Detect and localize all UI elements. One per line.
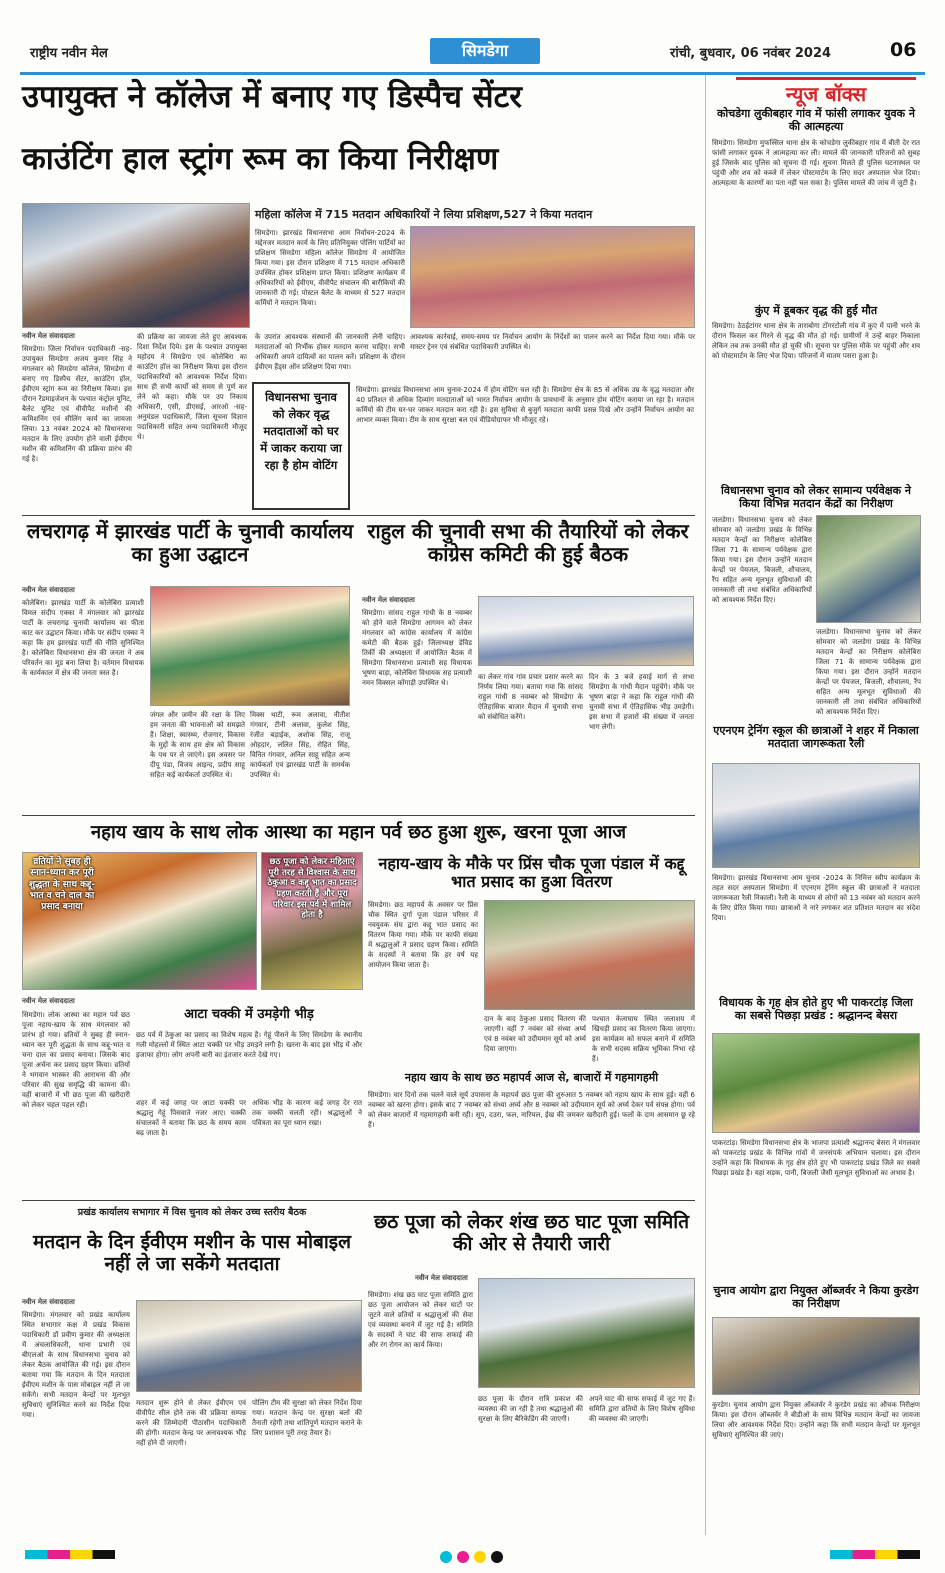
news-item3-text: जलडेगा। विधानसभा चुनाव को लेकर सोमवार को जलडेगा प्रखंड के विभिन्न मतदान केन्द्रों का निरीक्षण कोलेबिरा जिला 71 के सामान्य पर्यवेक्षक द्वारा किया गया। इस दौरान उन्होंने मतदान केन्द्रों पर पेयजल, बिजली, शौचालय, रैंप सहित अन्य मूलभूत सुविधाओं की जानकारी ली तथा संबंधित अधिकारियों को आवश्यक निर्देश दिए। — [712, 516, 812, 604]
news-item4-text: सिमडेगा। झारखंड विधानसभा आम चुनाव -2024 के निमित्त स्वीप कार्यक्रम के तहत सदर अस्पताल सिमडेगा में एएनएम ट्रेनिंग स्कूल की छात्राओं ने मतदाता जागरूकता रैली निकाली। रैली के माध्यम से लोगों को 13 नवंबर को मतदान करने के लिए प्रेरित किया गया। छात्राओं ने नारे लगाकर शत प्रतिशत मतदान का संदेश दिया। — [712, 874, 920, 922]
article3-text-col3: दिन के 3 बजे हवाई मार्ग से सभा सिमडेगा के गांधी मैदान पहुंचेंगे। मौके पर भूषण बाड़ा ने कहा कि राहुल गांधी की चुनावी सभा में ऐतिहासिक भीड़ उमड़ेगी। इस सभा में हजारों की संख्या में जनता भाग लेगी। — [589, 673, 694, 731]
chhath-ghat-photo — [478, 1278, 695, 1388]
mahaparv-text: सिमडेगा। चार दिनों तक चलने वाले सूर्य उपासना के महापर्व छठ पूजा की शुरुआत 5 नवम्बर को नहाय खाय के साथ हुई। वहीं 6 नवम्बर को खरना होगा। इसके बाद 7 नवम्बर को संध्या अर्घ्य और 8 नवम्बर को उदीयमान सूर्य को अर्घ्य देकर पर्व संपन्न होगा। पर्व को लेकर बाजारों में गहमागहमी बनी रही। सूप, दउरा, फल, नारियल, ईख की जमकर खरीदारी हुई। फलों के दाम आसमान छू रहे हैं। — [368, 1091, 695, 1129]
prince-chowk-text-col1: सिमडेगा। छठ महापर्व के अवसर पर प्रिंस चौक स्थित दुर्गा पूजा पंडाल परिसर में नवयुवक संघ द्वारा कद्दू भात प्रसाद का वितरण किया गया। मौके पर काफी संख्या में श्रद्धालुओं ने प्रसाद ग्रहण किया। समिति के सदस्यों ने बताया कि हर वर्ष यह आयोजन किया जाता है। — [368, 901, 478, 969]
chhath-photo-1 — [22, 852, 257, 990]
cyan-mark — [440, 1551, 452, 1563]
news-item2-headline: कुंए में डूबकर वृद्ध की हुई मौत — [754, 304, 878, 317]
home-voting-box-text: विधानसभा चुनाव को लेकर वृद्ध मतदाताओं को घर में जाकर कराया जा रहा है होम वोटिंग — [260, 390, 342, 472]
masthead — [20, 36, 925, 72]
article1-byline: नवीन मेल संवाददाता — [22, 332, 75, 340]
color-bar-left — [25, 1550, 115, 1559]
color-bar-right — [830, 1550, 920, 1559]
news-item3-headline: विधानसभा चुनाव को लेकर सामान्य पर्यवेक्षक ने किया विभिन्न मतदान केंद्रों का निरीक्षण — [721, 484, 911, 510]
home-voting-text: सिमडेगा। झारखंड विधानसभा आम चुनाव-2024 में होम वोटिंग चल रही है। सिमडेगा क्षेत्र के 85 से अधिक उम्र के वृद्ध मतदाता और 40 प्रतिशत से अधिक दिव्यांग मतदाताओं को भारत निर्वाचन आयोग के प्रावधानों के अनुसार होम वोटिंग कराया जा रहा है। मतदान कर्मियों की टीम घर-घर जाकर मतदान करा रही है। इस सुविधा से बुजुर्ग मतदाता काफी प्रसन्न दिखे और उन्होंने निर्वाचन आयोग का आभार व्यक्त किया। टीम के साथ सुरक्षा बल एवं वीडियोग्राफर भी मौजूद रहे। — [356, 386, 694, 424]
article4-headline: मतदान के दिन ईवीएम मशीन के पास मोबाइल नहीं ले जा सकेंगे मतदाता — [32, 1231, 352, 1275]
article2-byline: नवीन मेल संवाददाता — [22, 586, 75, 594]
prince-chowk-headline: नहाय-खाय के मौके पर प्रिंस चौक पूजा पंडाल में कद्दू भात प्रसाद का हुआ वितरण — [378, 854, 685, 892]
chhath-caption-1: व्रतियों ने सुबह ही स्नान-ध्यान कर पूरी शुद्धता के साथ कद्दू-भात व चने दाल का प्रसाद बनाया — [28, 857, 96, 912]
chhath-photo-2 — [261, 852, 363, 990]
mahaparv-headline: नहाय खाय के साथ छठ महापर्व आज से, बाजारों में गहमागहमी — [404, 1071, 659, 1084]
article3-text-col2: का लेकर गांव गांव प्रचार प्रसार करने का निर्णय लिया गया। बताया गया कि सांसद राहुल गांधी 8 नवम्बर को सिमडेगा के ऐतिहासिक बाजार मैदान में चुनावी सभा को संबोधित करेंगे। — [478, 673, 583, 721]
article4-text-col3: पोलिंग टीम की सुरक्षा को लेकर निर्देश दिया गया। मतदान केन्द्र पर सुरक्षा बलों की तैनाती रहेगी तथा शांतिपूर्ण मतदान कराने के लिए प्रशासन पूरी तरह तैयार है। — [252, 1399, 362, 1437]
news-item1-headline: कोचडेगा लुकीबहार गांव में फांसी लगाकर युवक ने की आत्महत्या — [716, 107, 916, 133]
news-item1-text: सिमडेगा। सिमडेगा मुफस्सिल थाना क्षेत्र के कोचडेगा लुकीबहार गांव में बीती देर रात फांसी लगाकर युवक ने आत्महत्या कर ली। मामले की जानकारी परिजनों को सुबह हुई जिसके बाद पुलिस को सूचना दी गई। सूचना मिलते ही पुलिस घटनास्थल पर पहुंची और शव को कब्जे में लेकर पोस्टमार्टम के लिए सदर अस्पताल भेज दिया। आत्महत्या के कारणों का पता नहीं चल सका है। पुलिस मामले की जांच में जुटी है। — [712, 139, 920, 187]
congress-meeting-photo — [478, 596, 694, 666]
article4-kicker: प्रखंड कार्यालय सभागार में विस चुनाव को लेकर उच्च स्तरीय बैठक — [77, 1207, 307, 1218]
training-women-photo — [410, 226, 695, 328]
chhath-byline: नवीन मेल संवाददाता — [22, 997, 75, 1005]
article2-text-col1: कोलेबिरा। झारखंड पार्टी के कोलेबिरा प्रत्याशी विमल संदीप एक्का ने मंगलवार को झारखंड पार्टी के लचरागढ़ चुनावी कार्यालय का फीता काट कर उद्घाटन किया। मौके पर संदीप एक्का ने कहा कि हम झारखंड पार्टी की नीति सुनिश्चित है। कोलेबिरा विधानसभा क्षेत्र की जनता ने अब परिवर्तन का मूड बना लिया है। वर्तमान विधायक के कार्यकाल में क्षेत्र की जनता त्रस्त है। — [22, 599, 144, 677]
chhath-caption-2: छठ पूजा को लेकर महिलाएं पूरी तरह से विश्वास के साथ ठेकुआ व कद्दू भात का प्रसाद ग्रहण करती हैं और पूरा परिवार इस पर्व में शामिल होता है — [267, 857, 357, 921]
article1-text-mid: सिमडेगा। झारखंड विधानसभा आम निर्वाचन-2024 के मद्देनजर मतदान कार्य के लिए प्रतिनियुक्त पोलिंग पार्टियों का प्रशिक्षण सिमडेगा महिला कॉलेज सिमडेगा में आयोजित किया गया। इस दौरान प्रशिक्षण में 715 मतदान अधिकारी उपस्थित होकर प्रशिक्षण प्राप्त किया। प्रशिक्षण कार्यक्रम में अधिकारियों को ईवीएम, वीवीपैट संचालन की बारीकियों की जानकारी दी गई। पोस्टल बैलेट के माध्यम से 527 मतदान कर्मियों ने मतदान किया। — [255, 229, 405, 307]
observer-photo — [712, 1317, 920, 1395]
chakki-text-col1: शहर में कई जगह पर आटा चक्की पर श्रद्धालु गेहूं पिसवाते नजर आए। चक्की संचालकों ने बताया कि छठ के समय काम बढ़ जाता है। — [136, 1099, 246, 1137]
campaign-photo — [712, 1033, 920, 1133]
news-item3-text-b: जलडेगा। विधानसभा चुनाव को लेकर सोमवार को जलडेगा प्रखंड के विभिन्न मतदान केन्द्रों का निरीक्षण कोलेबिरा जिला 71 के सामान्य पर्यवेक्षक द्वारा किया गया। इस दौरान उन्होंने मतदान केन्द्रों पर पेयजल, बिजली, शौचालय, रैंप सहित अन्य मूलभूत सुविधाओं की जानकारी ली तथा संबंधित अधिकारियों को आवश्यक निर्देश दिए। — [816, 628, 921, 716]
chakki-text-col2: अधिक भीड़ के कारण कई जगह देर रात तक चक्की चलती रही। श्रद्धालुओं ने पवित्रता का पूरा ध्यान रखा। — [252, 1099, 362, 1127]
article3-text-col1: सिमडेगा। सांसद राहुल गांधी के 8 नवम्बर को होने वाले सिमडेगा आगमन को लेकर मंगलवार को कांग्रेस कार्यालय में कांग्रेस कमेटी की बैठक हुई। जिलाध्यक्ष डेविड तिर्की की अध्यक्षता में आयोजित बैठक में सिमडेगा विधानसभा प्रत्याशी सह विधायक भूषण बाड़ा, कोलेबिरा विधायक सह प्रत्याशी नमन विक्सल कोंगाड़ी उपस्थित थे। — [362, 609, 472, 687]
dateline: रांची, बुधवार, 06 नवंबर 2024 — [670, 46, 832, 61]
article5-text-col3: अपने घाट की साफ सफाई में जुट गए हैं। समिति द्वारा व्रतियों के लिए विशेष सुविधा की व्यवस्था की जाएगी। — [589, 1395, 695, 1423]
divider-3 — [22, 1200, 695, 1201]
news-item4-headline: एएनएम ट्रेनिंग स्कूल की छात्राओं ने शहर में निकाला मतदाता जागरूकता रैली — [713, 724, 919, 750]
article2-text-col2: जंगल और जमीन की रक्षा के लिए हम जनता की भावनाओं को समझते हैं। शिक्षा, स्वास्थ्य, रोजगार, विकास के मुद्दों के साथ हम क्षेत्र को विकास के पथ पर ले जाएंगे। इस अवसर पर दीपू पंडा, विजय आइन्द, प्रदीप साहू सहित कई कार्यकर्ता उपस्थित थे। — [150, 711, 245, 779]
section-label: सिमडेगा — [430, 38, 540, 64]
news-item5-text: पाकरटांड़। सिमडेगा विधानसभा क्षेत्र के भाजपा प्रत्याशी श्रद्धानन्द बेसरा ने मंगलवार को पाकरटांड़ प्रखंड के विभिन्न गांवों में जनसंपर्क अभियान चलाया। इस दौरान उन्होंने कहा कि विधायक के गृह क्षेत्र होते हुए भी पाकरटांड़ प्रखंड जिले का सबसे पिछड़ा प्रखंड है। यहां सड़क, पानी, बिजली जैसी मूलभूत सुविधाओं का अभाव है। — [712, 1139, 920, 1177]
article2-headline: लचरागढ़ में झारखंड पार्टी के चुनावी कार्यालय का हुआ उद्घाटन — [26, 519, 354, 566]
divider-2 — [22, 815, 695, 816]
inspection-photo — [816, 515, 921, 623]
prince-chowk-text-col2: दान के बाद ठेकुआ प्रसाद वितरण की जाएगी। वहीं 7 नवंबर को संध्या अर्घ्य एवं 8 नवंबर को उदीयमान सूर्य को अर्घ्य दिया जाएगा। — [484, 1015, 586, 1053]
page-number: 06 — [890, 39, 917, 61]
article2-text-col3: मिक्स थाटी, रूम अलावा, नीतीश गंगवार, टीनी अलावा, कुलेश सिंह, रंजीत बड़ाईक, अशोक सिंह, राजू ओहदार, ललित सिंह, रोहित सिंह, विनित गंगवार, अनिल साहू सहित अन्य कार्यकर्ता एवं झारखंड पार्टी के समर्थक उपस्थित थे। — [250, 711, 350, 779]
news-item6-text: कुरडेग। चुनाव आयोग द्वारा नियुक्त ऑब्जर्वर ने कुरडेग प्रखंड का औचक निरीक्षण किया। इस दौरान ऑब्जर्वर ने बीडीओ के साथ विभिन्न मतदान केन्द्रों का जायजा लिया और आवश्यक निर्देश दिए। उन्होंने कहा कि सभी मतदान केन्द्रों पर मूलभूत सुविधाएं सुनिश्चित की जाएं। — [712, 1401, 920, 1439]
office-inauguration-photo — [150, 586, 350, 706]
prince-chowk-photo — [484, 900, 695, 1010]
article4-byline: नवीन मेल संवाददाता — [22, 1298, 75, 1306]
article1-text-col1: सिमडेगा। जिला निर्वाचन पदाधिकारी -सह-उपायुक्त सिमडेगा अजय कुमार सिंह ने मंगलवार को सिमडेगा कॉलेज, सिमडेगा में बनाए गए डिस्पैच सेंटर, काउंटिंग हॉल, ईवीएम स्ट्रांग रूम का निरीक्षण किया। इस दौरान रेंडमाइजेशन के पश्चात कंट्रोल यूनिट, बैलेट यूनिट एवं वीवीपैट मशीनों की कमिशनिंग एवं सीलिंग कार्य का जायजा लिया। 13 नवंबर 2024 को विधानसभा मतदान के लिए उपयोग होने वाली ईवीएम मशीन की कमिशनिंग की प्रक्रिया प्रारंभ की गई है। — [22, 345, 132, 463]
prince-chowk-text-col3: पश्चात केलाघाघ स्थित जलाशय में खिचड़ी प्रसाद का वितरण किया जाएगा। इस कार्यक्रम को सफल बनाने में समिति के सभी सदस्य सक्रिय भूमिका निभा रहे हैं। — [592, 1015, 695, 1063]
magenta-mark — [457, 1551, 469, 1563]
news-item6-headline: चुनाव आयोग द्वारा नियुक्त ऑब्जर्वर ने किया कुरडेग का निरीक्षण — [713, 1284, 919, 1310]
chakki-headline: आटा चक्की में उमड़ेगी भीड़ — [184, 1007, 314, 1022]
article3-headline: राहुल की चुनावी सभा की तैयारियों को लेकर कांग्रेस कमिटी की हुई बैठक — [367, 519, 689, 566]
article1-text-col3: के उपरांत आवश्यक संस्थानों की जानकारी लेनी चाहिए। मतदाताओं को निर्भीक होकर मतदान करना चाहिए। सभी अधिकारी अपने दायित्वों का पालन करें। प्रशिक्षण के दौरान ईवीएम हैंड्स ऑन प्रशिक्षण दिया गया। — [255, 333, 405, 371]
divider-1 — [22, 515, 695, 516]
article5-byline: नवीन मेल संवाददाता — [415, 1274, 468, 1282]
article5-headline: छठ पूजा को लेकर शंख छठ घाट पूजा समिति की ओर से तैयारी जारी — [373, 1211, 690, 1255]
news-box-title: न्यूज बॉक्स — [736, 77, 916, 103]
article3-byline: नवीन मेल संवाददाता — [362, 596, 415, 604]
dispatch-center-photo — [22, 203, 250, 328]
news-box-column — [705, 75, 922, 1535]
news-item2-text: सिमडेगा। ठेठईटांगर थाना क्षेत्र के ताराबोगा टोंगरटोली गांव में कुएं में पानी भरने के दौरान फिसल कर गिरने से वृद्ध की मौत हो गई। ग्रामीणों ने उन्हें बाहर निकाला लेकिन तब तक उनकी मौत हो चुकी थी। सूचना पर पुलिस मौके पर पहुंची और शव को पोस्टमार्टम के लिए भेज दिया। परिजनों में मातम पसरा हुआ है। — [712, 322, 920, 360]
rally-photo — [712, 763, 920, 868]
brand-name: राष्ट्रीय नवीन मेल — [30, 46, 108, 61]
article5-text-col1: सिमडेगा। शंख छठ घाट पूजा समिति द्वारा छठ पूजा आयोजन को लेकर घाटों पर जुटने वाले व्रतियों व श्रद्धालुओं की सेवा एवं व्यवस्था बनाने में जुट गई है। समिति के सदस्यों ने घाट की साफ सफाई की और रंग रोगन का कार्य किया। — [368, 1291, 473, 1349]
chhath-banner: नहाय खाय के साथ लोक आस्था का महान पर्व छठ हुआ शुरू, खरना पूजा आज — [90, 822, 627, 843]
block-meeting-photo — [136, 1300, 362, 1392]
black-mark — [491, 1551, 503, 1563]
yellow-mark — [474, 1551, 486, 1563]
article1-subhead: महिला कॉलेज में 715 मतदान अधिकारियों ने लिया प्रशिक्षण,527 ने किया मतदान — [255, 208, 593, 221]
article1-text-col2: की प्रक्रिया का जायजा लेते हुए आवश्यक दिशा निर्देश दिये। इस के पश्चात उपायुक्त महोदय ने सिमडेगा एवं कोलेबिरा का काउंटिंग हॉल का निरीक्षण किया इस दौरान पदाधिकारियों को आवश्यक निर्देश दिया। साथ ही सभी कार्यों को समय से पूर्ण कर लेने को कहा। मौके पर उप निकाय अधिकारी, एसी, डीएसई, आरओ -सह- अनुमंडल पदाधिकारी, जिला सूचना विज्ञान पदाधिकारी सहित अन्य पदाधिकारी मौजूद थे। — [137, 333, 247, 441]
article1-headline-line1: उपायुक्त ने कॉलेज में बनाए गए डिस्पैच सेंटर — [22, 79, 522, 115]
chakki-text-top: छठ पर्व में ठेकुआ का प्रसाद का विशेष महत्व है। गेहूं पीसने के लिए सिमडेगा के स्थानीय गली मोहल्लों में स्थित आटा चक्की पर भीड़ उमड़ने लगी है। खरना के बाद इस भीड़ में और इजाफा होगा। लोग अपनी बारी का इंतजार करते देखे गए। — [136, 1031, 362, 1059]
home-voting-box — [252, 382, 350, 510]
article1-headline-line2: काउंटिंग हाल स्ट्रांग रूम का किया निरीक्षण — [22, 141, 499, 177]
article1-text-col4: आवश्यक कार्रवाई, समय-समय पर निर्वाचन आयोग के निर्देशों का पालन करने का निर्देश दिया गया। मौके पर मास्टर ट्रेनर एवं संबंधित पदाधिकारी उपस्थित थे। — [410, 333, 695, 351]
registration-marks — [440, 1548, 508, 1567]
article5-text-col2: छठ पूजा के दौरान रात्रि प्रकाश की व्यवस्था की जा रही है तथा श्रद्धालुओं की सुरक्षा के लिए बैरिकेडिंग की जाएगी। — [478, 1395, 583, 1423]
article4-text-col2: मतदान शुरू होने से लेकर ईवीएम एवं वीवीपैट सील होने तक की प्रक्रिया सम्पन्न करने की जिम्मेदारी पीठासीन पदाधिकारी की होगी। मतदान केन्द्र पर अनावश्यक भीड़ नहीं होने दी जाएगी। — [136, 1399, 246, 1447]
chhath-text-col1: सिमडेगा। लोक आस्था का महान पर्व छठ पूजा नहाय-खाय के साथ मंगलवार को प्रारंभ हो गया। व्रतियों ने सुबह ही स्नान-ध्यान कर पूरी शुद्धता के साथ कद्दू-भात व चना दाल का प्रसाद बनाया। जिसके बाद पूजा अर्चना कर प्रसाद ग्रहण किया। व्रतियों ने भगवान भास्कर की आराधना की और परिवार की सुख समृद्धि की कामना की। वहीं बाजारों में भी छठ पूजा की खरीदारी को लेकर चहल पहल रही। — [22, 1011, 130, 1109]
article4-text-col1: सिमडेगा। मंगलवार को प्रखंड कार्यालय स्थित सभागार कक्ष में प्रखंड विकास पदाधिकारी डॉ प्रवीण कुमार की अध्यक्षता में अंचलाधिकारी, थाना प्रभारी एवं बीएलओ के साथ विधानसभा चुनाव को लेकर बैठक आयोजित की गई। इस दौरान बताया गया कि मतदान के दिन मतदाता ईवीएम मशीन के पास मोबाइल नहीं ले जा सकेंगे। सभी मतदान केन्द्रों पर मूलभूत सुविधाएं सुनिश्चित करने का निर्देश दिया गया। — [22, 1311, 130, 1419]
news-item5-headline: विधायक के गृह क्षेत्र होते हुए भी पाकरटांड़ जिला का सबसे पिछड़ा प्रखंड : श्रद्धानन्द बेसरा — [719, 996, 913, 1022]
